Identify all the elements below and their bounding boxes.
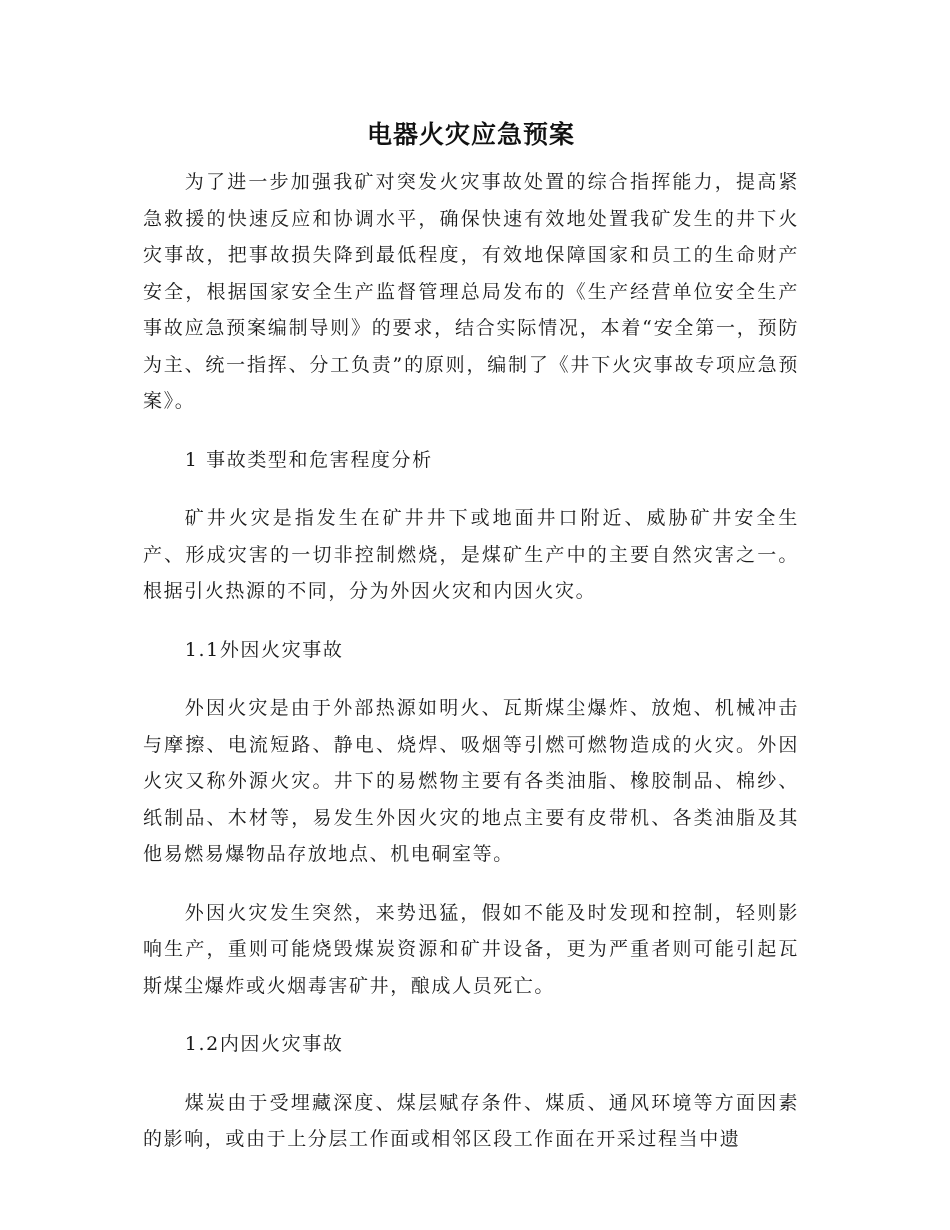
section-1-1-heading: 1.1外因火灾事故 [184,638,344,661]
intro-paragraph: 为了进一步加强我矿对突发火灾事故处置的综合指挥能力，提高紧急救援的快速反应和协调水平，确保快速有效地处置我矿发生的井下火灾事故，把事故损失降到最低程度，有效地保障国家和员工的生命财产安全，根据国家安全生产监督管理总局发布的《生产经营单位安全生产事故应急预案编制导则》的要求，结合实际情况，本着“安全第一，预防为主、统一指挥、分工负责”的原则，编制了《井下火灾事故专项应急预案》。 [143,171,799,412]
section-1-1-paragraph-2: 外因火灾发生突然，来势迅猛，假如不能及时发现和控制，轻则影响生产，重则可能烧毁煤炭资源和矿井设备，更为严重者则可能引起瓦斯煤尘爆炸或火烟毒害矿井，酿成人员死亡。 [143,901,799,997]
section-1-1-paragraph-1: 外因火灾是由于外部热源如明火、瓦斯煤尘爆炸、放炮、机械冲击与摩擦、电流短路、静电、烧焊、吸烟等引燃可燃物造成的火灾。外因火灾又称外源火灾。井下的易燃物主要有各类油脂、橡胶制品、棉纱、纸制品、木材等，易发生外因火灾的地点主要有皮带机、各类油脂及其他易燃易爆物品存放地点、机电硐室等。 [143,697,799,865]
section-1-2-heading: 1.2内因火灾事故 [184,1033,344,1055]
document-body [143,110,799,1180]
section-1-heading: 1 事故类型和危害程度分析 [184,448,433,471]
section-1-paragraph: 矿井火灾是指发生在矿井井下或地面井口附近、威胁矿井安全生产、形成灾害的一切非控制燃烧，是煤矿生产中的主要自然灾害之一。根据引火热源的不同，分为外因火灾和内因火灾。 [143,507,799,602]
section-1-2-paragraph: 煤炭由于受埋藏深度、煤层赋存条件、煤质、通风环境等方面因素的影响，或由于上分层工作面或相邻区段工作面在开采过程当中遗 [143,1091,799,1150]
document-title: 电器火灾应急预案 [366,120,575,149]
